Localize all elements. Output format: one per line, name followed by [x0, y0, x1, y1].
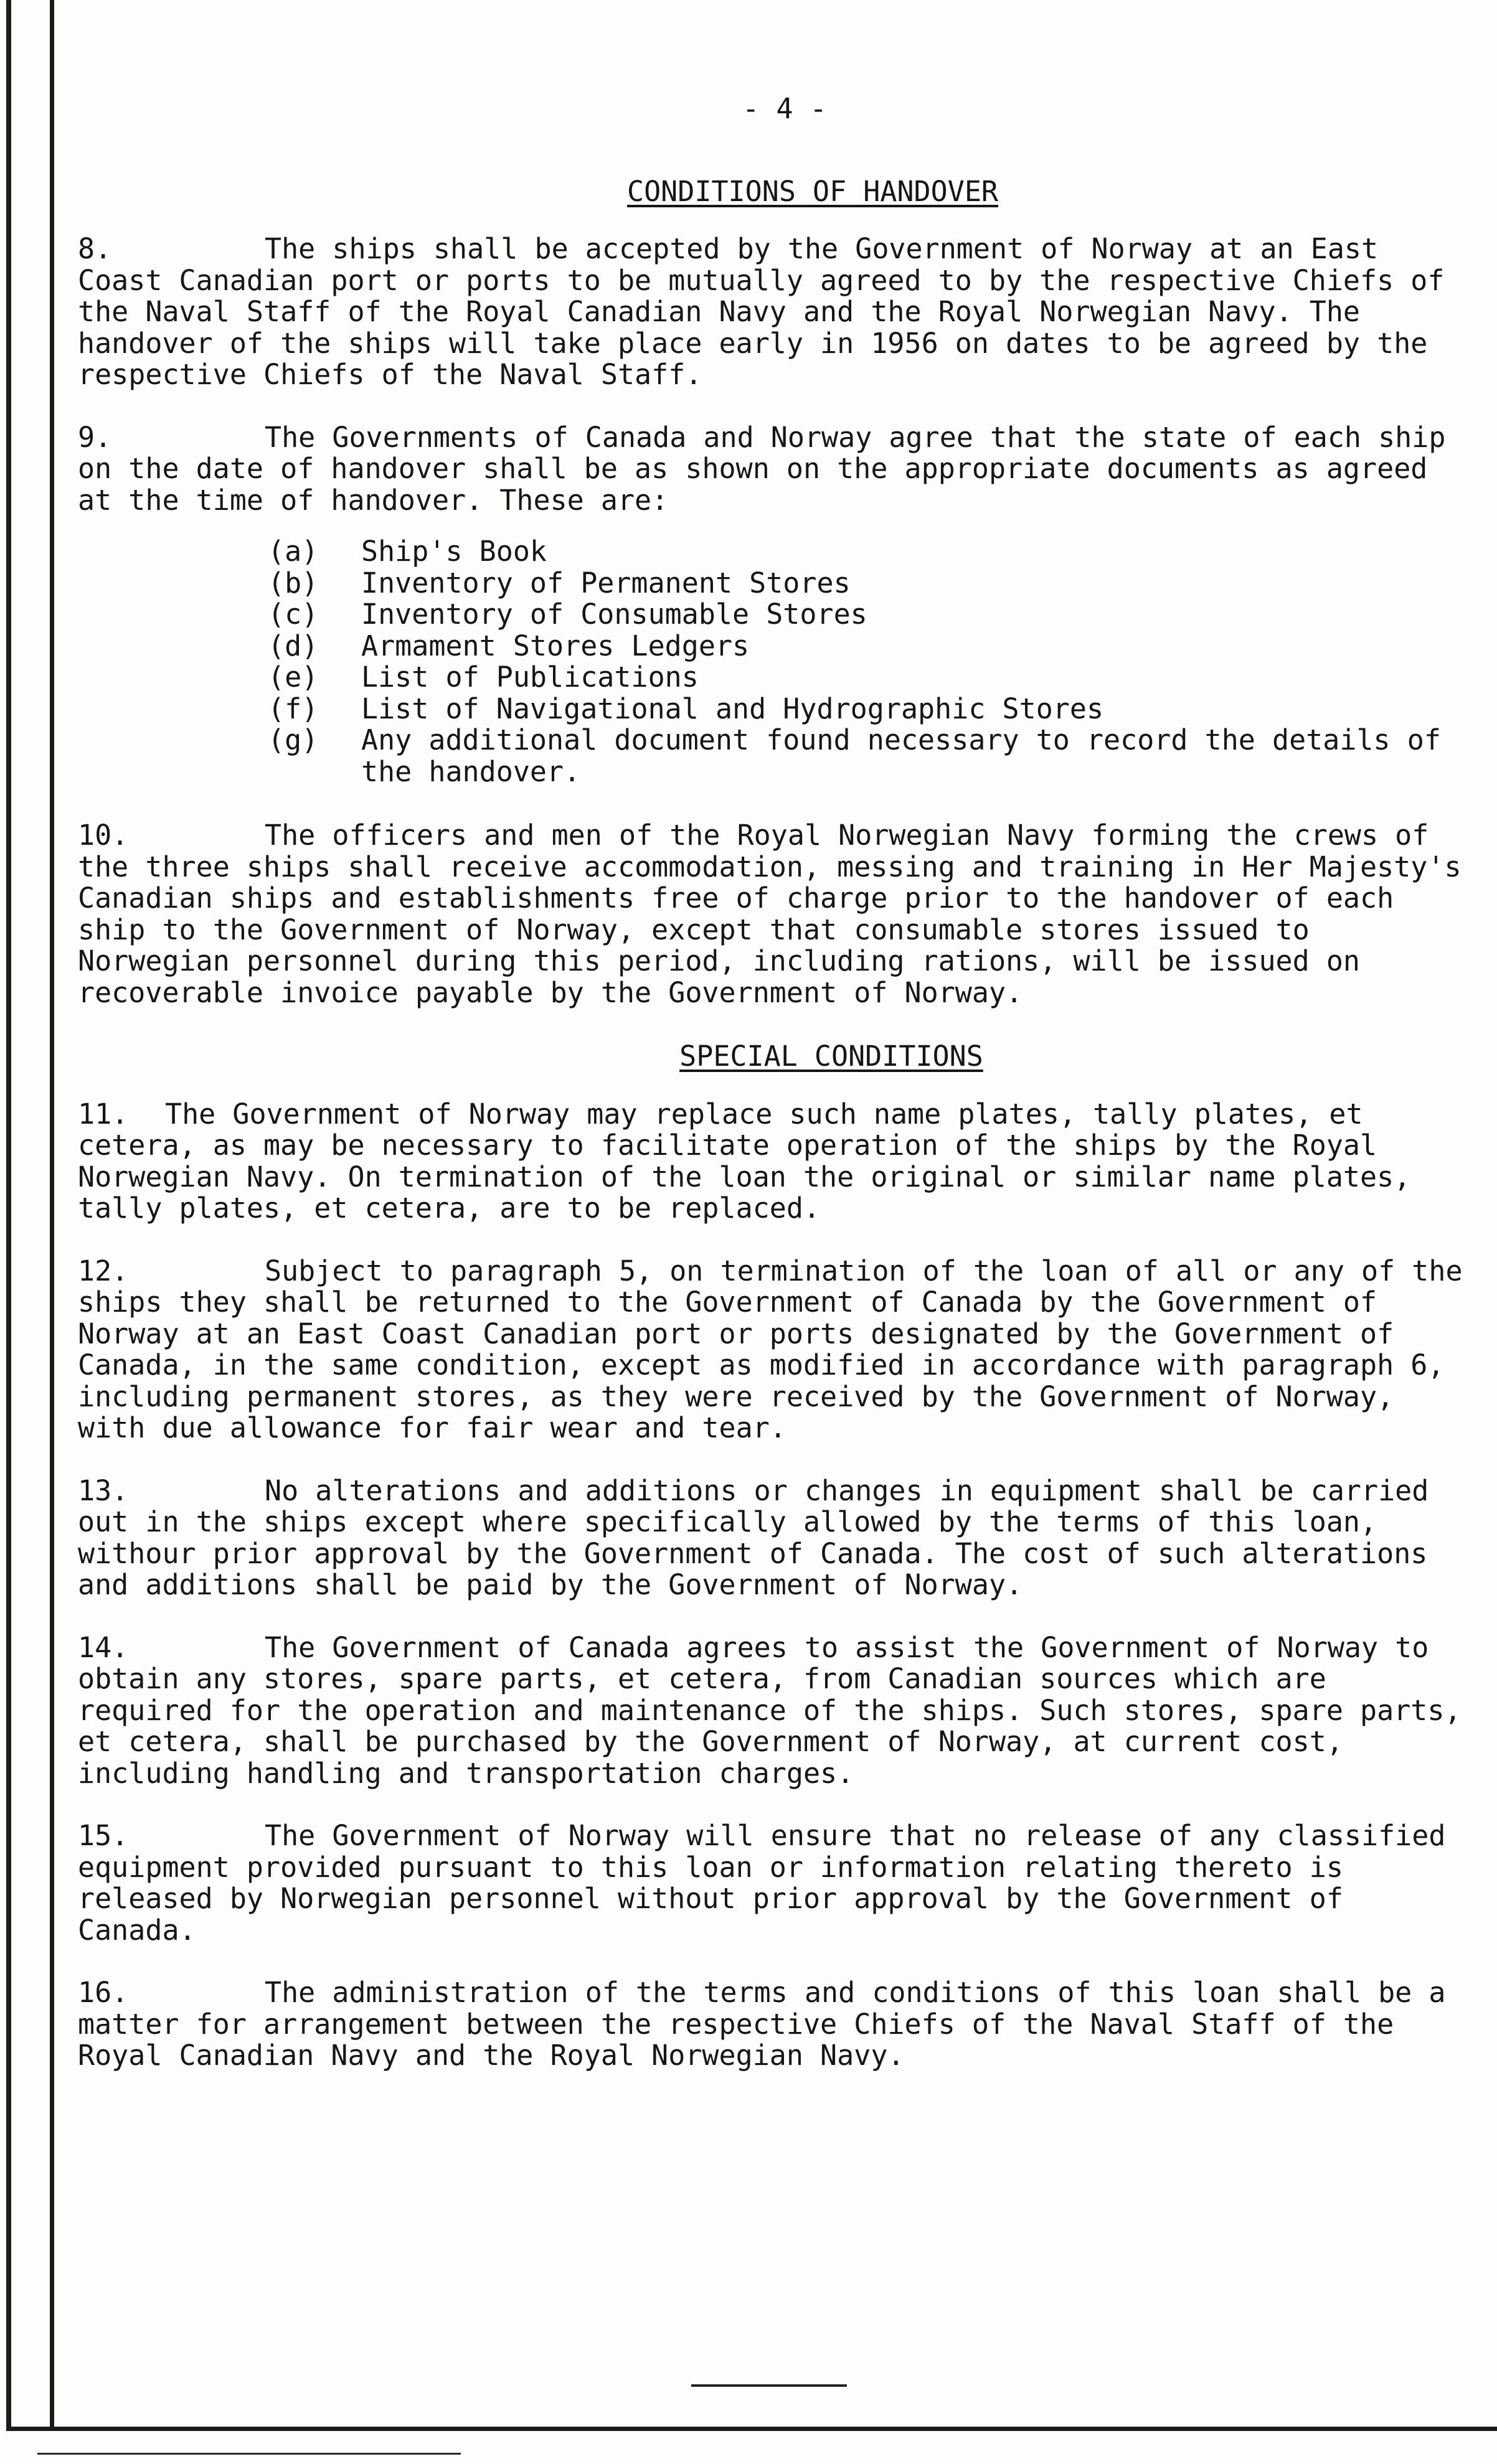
list-item-text: Ship's Book	[361, 535, 547, 568]
list-item-label: (f)	[268, 692, 319, 725]
paragraph-text: The officers and men of the Royal Norwegian Navy forming the crews of the three ships shall receive accommodation, messing and training in Her Majesty's Canadian ships and establishments free of charge prior to the handover of each ship to the Government of Norway, except that consumable stores issued to Norwegian personnel during this period, including rations, will be issued on recoverable invoice payable by the Government of Norway.	[78, 819, 1462, 1009]
paragraph-text: The administration of the terms and conditions of this loan shall be a matter for arrangement between the respective Chiefs of the Naval Staff of the Royal Canadian Navy and the Royal Norwegian Navy.	[78, 1976, 1446, 2072]
paragraph-number: 9.	[78, 420, 112, 454]
paragraph-10	[78, 820, 1473, 1009]
list-item-label: (b)	[268, 566, 319, 600]
paragraph-13	[78, 1475, 1473, 1601]
page-border-left-inner	[50, 0, 54, 2431]
paragraph-number: 12.	[78, 1254, 129, 1287]
paragraph-12	[78, 1256, 1473, 1444]
list-item-label: (a)	[268, 535, 319, 568]
heading-conditions-of-handover: CONDITIONS OF HANDOVER	[626, 174, 999, 208]
paragraph-text: No alterations and additions or changes in equipment shall be carried out in the ships except where specifically allowed by the terms of this loan, withour prior approval by the Government of Canada. The cost of such alterations and additions shall be paid by the Government of Norway.	[78, 1474, 1429, 1601]
list-item	[268, 725, 1473, 788]
paragraph-11	[78, 1099, 1473, 1225]
heading-special-conditions: SPECIAL CONDITIONS	[679, 1040, 983, 1073]
list-item-text: Inventory of Consumable Stores	[361, 598, 867, 631]
paragraph-number: 11.	[78, 1097, 129, 1131]
paragraph-text: The Government of Canada agrees to assist the Government of Norway to obtain any stores, spare parts, et cetera, from Canadian sources which are required for the operation and maintenance of the ships. Such stores, spare parts, et cetera, shall be purchased by the Government of Norway, at current cost, including handling and transportation charges.	[78, 1630, 1462, 1790]
list-item-label: (g)	[268, 723, 319, 756]
list-item	[268, 536, 1473, 568]
page-border-bottom	[6, 2427, 1497, 2431]
paragraph-number: 8.	[78, 232, 112, 265]
paragraph-text: The Government of Norway will ensure that no release of any classified equipment provided pursuant to this loan or information relating thereto is released by Norwegian personnel without prior approval by the Government of Canada.	[78, 1819, 1446, 1947]
list-item	[268, 599, 1473, 631]
list-item	[268, 568, 1473, 600]
paragraph-number: 16.	[78, 1976, 129, 2009]
list-item-text: List of Navigational and Hydrographic Stores	[361, 692, 1104, 725]
paragraph-number: 10.	[78, 819, 129, 852]
page-border-bottom-thin	[37, 2453, 461, 2455]
paragraph-number: 15.	[78, 1819, 129, 1852]
list-item	[268, 631, 1473, 662]
page-number: - 4 -	[742, 92, 827, 125]
paragraph-text: The Governments of Canada and Norway agree that the state of each ship on the date of handover shall be as shown on the appropriate documents as agreed at the time of handover. These are:	[78, 420, 1446, 517]
paragraph-number: 14.	[78, 1630, 129, 1664]
paragraph-text: The Government of Norway may replace such name plates, tally plates, et cetera, as may be necessary to facilitate operation of the ships by the Royal Norwegian Navy. On termination of the loan the original or similar name plates, tally plates, et cetera, are to be replaced.	[78, 1097, 1411, 1225]
closing-rule	[691, 2384, 847, 2387]
list-item-label: (e)	[268, 661, 319, 694]
paragraph-8	[78, 233, 1473, 391]
paragraph-16	[78, 1977, 1473, 2072]
paragraph-number: 13.	[78, 1474, 129, 1507]
paragraph-text: The ships shall be accepted by the Government of Norway at an East Coast Canadian port or ports to be mutually agreed to by the respective Chiefs of the Naval Staff of the Royal Canadian Navy and the Royal Norwegian Navy. The handover of the ships will take place early in 1956 on dates to be agreed by the respective Chiefs of the Naval Staff.	[78, 232, 1445, 391]
list-item-text: List of Publications	[361, 661, 699, 694]
list-item	[268, 662, 1473, 694]
list-item-label: (c)	[268, 598, 319, 631]
paragraph-14	[78, 1632, 1473, 1790]
list-item-text: Inventory of Permanent Stores	[361, 566, 851, 600]
page-border-left-outer	[6, 0, 11, 2431]
list-item	[268, 694, 1473, 725]
paragraph-15	[78, 1820, 1473, 1946]
list-item-text: Armament Stores Ledgers	[361, 629, 750, 662]
paragraph-9	[78, 422, 1473, 517]
list-item-label: (d)	[268, 629, 319, 662]
list-item-text: Any additional document found necessary to record the details of the handover.	[361, 723, 1441, 788]
paragraph-text: Subject to paragraph 5, on termination of the loan of all or any of the ships they shall be returned to the Government of Canada by the Government of Norway at an East Coast Canadian port or ports designated by the Government of Canada, in the same condition, except as modified in accordance with paragraph 6, including permanent stores, as they were received by the Government of Norway, with due allowance for fair wear and tear.	[78, 1254, 1463, 1444]
documents-list	[268, 536, 1473, 788]
document-page	[78, 93, 1473, 2103]
